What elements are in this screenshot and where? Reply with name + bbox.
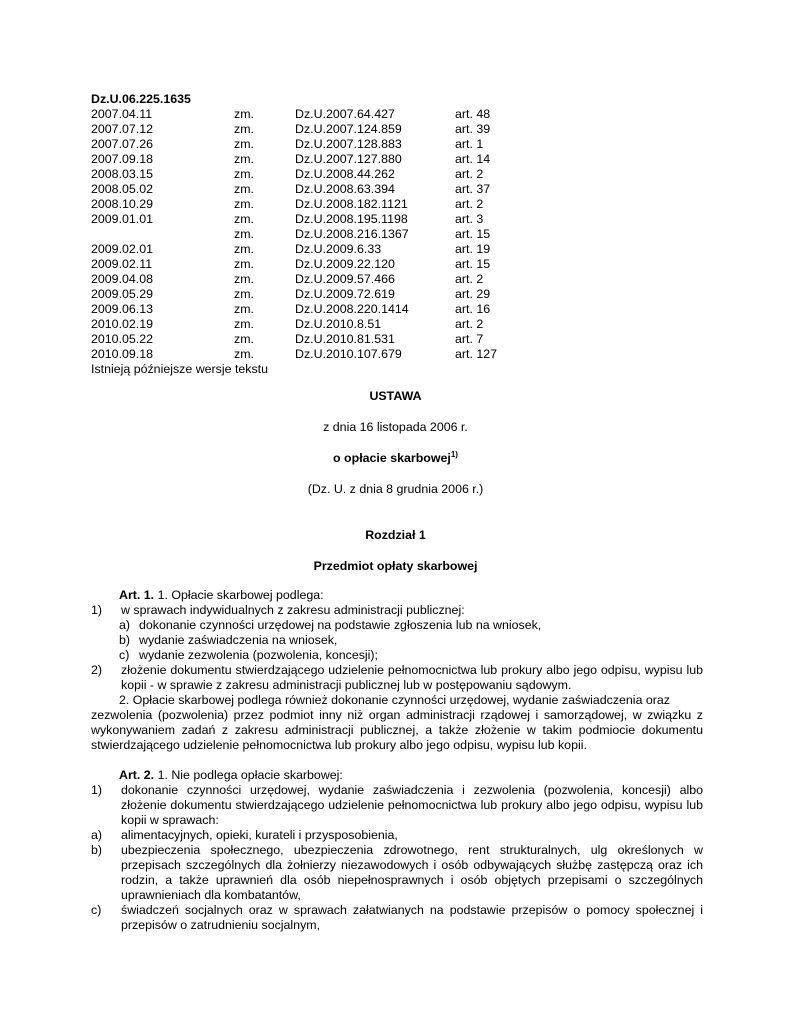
- item-text: dokonanie czynności urzędowej, wydanie zaświadczenia i zezwolenia (pozwolenia, koncesji) albo złożenie dokumentu stwierdzającego udzielenie pełnomocnictwa lub prokury albo jego odpisu, wypisu lub kopii w sprawach:: [121, 783, 703, 827]
- amendment-date: 2007.07.26: [91, 137, 154, 151]
- amendment-date: 2009.02.01: [91, 242, 154, 256]
- amendment-reference: Dz.U.2008.63.394: [295, 182, 395, 196]
- amendment-date: 2008.05.02: [91, 182, 154, 196]
- amendment-article: art. 19: [455, 242, 491, 256]
- amendment-reference: Dz.U.2008.216.1367: [295, 227, 409, 241]
- item-text: złożenie dokumentu stwierdzającego udzielenie pełnomocnictwa lub prokury albo jego odpisu, wypisu lub kopii - w sprawie z zakresu administracji publicznej lub w postępowaniu sądowym.: [121, 663, 703, 692]
- amendment-type: zm.: [234, 242, 254, 256]
- amendment-row: [91, 257, 491, 272]
- amendment-type: zm.: [234, 347, 254, 361]
- article-1-paragraph-2-start: 2. Opłacie skarbowej podlega również dokonanie czynności urzędowej, wydanie zaświadczenia oraz: [119, 693, 671, 707]
- article-1-heading: [91, 588, 703, 603]
- amendment-row: [91, 197, 484, 212]
- article-1-paragraph-2-rest: zezwolenia (pozwolenia) przez podmiot inny niż organ administracji rządowej i samorządowej, w związku z wykonywaniem zadań z zakresu administracji publicznej, a także złożenie w takim podmiocie dokumentu stwierdzającego udzielenie pełnomocnictwa lub prokury albo jego odpisu, wypisu lub kopii.: [91, 708, 703, 752]
- amendment-reference: Dz.U.2008.182.1121: [295, 197, 408, 211]
- amendment-date: 2009.02.11: [91, 257, 153, 271]
- amendment-date: 2007.09.18: [91, 152, 154, 166]
- amendment-reference: Dz.U.2007.128.883: [295, 137, 402, 151]
- amendment-row: [91, 167, 484, 182]
- amendment-row: [91, 182, 491, 197]
- amendment-article: art. 2: [455, 317, 484, 331]
- amendment-date: 2010.09.18: [91, 347, 154, 361]
- amendment-reference: Dz.U.2008.195.1198: [295, 212, 408, 226]
- list-subitem: [91, 618, 703, 633]
- amendment-article: art. 48: [455, 107, 491, 121]
- chapter-title: Przedmiot opłaty skarbowej: [313, 559, 478, 573]
- amendment-type: zm.: [234, 317, 254, 331]
- amendment-date: 2007.07.12: [91, 122, 154, 136]
- article-2-heading: [91, 768, 703, 783]
- subitem-letter: b): [119, 633, 131, 647]
- subitem-text: ubezpieczenia społecznego, ubezpieczenia zdrowotnego, rent strukturalnych, ulg określonych w przepisach szczególnych dla żołnierzy niezawodowych i osób odbywających służbę zastępczą oraz ich rodzin, a także uprawnień dla osób niepełnosprawnych i osób objętych przepisami o szczególnych uprawnieniach dla kombatantów,: [121, 843, 703, 902]
- amendment-type: zm.: [234, 257, 254, 271]
- amendment-reference: Dz.U.2009.22.120: [295, 257, 395, 271]
- amendment-type: zm.: [234, 302, 254, 316]
- amendment-row: [91, 332, 484, 347]
- amendment-reference: Dz.U.2009.6.33: [295, 242, 382, 256]
- list-subitem: [91, 828, 703, 843]
- amendment-date: 2010.02.19: [91, 317, 154, 331]
- amendment-type: zm.: [234, 212, 254, 226]
- article-1-intro: 1. Opłacie skarbowej podlega:: [154, 588, 324, 602]
- amendment-reference: Dz.U.2009.72.619: [295, 287, 395, 301]
- amendment-reference: Dz.U.2010.81.531: [295, 332, 395, 346]
- amendment-article: art. 3: [455, 212, 484, 226]
- amendment-article: art. 37: [455, 182, 491, 196]
- amendment-type: zm.: [234, 272, 254, 286]
- article-1-label: Art. 1.: [119, 588, 155, 602]
- amendment-row: [91, 272, 484, 287]
- subitem-text: alimentacyjnych, opieki, kurateli i przysposobienia,: [121, 828, 398, 842]
- subitem-text: wydanie zaświadczenia na wniosek,: [139, 633, 338, 647]
- subitem-letter: a): [91, 828, 103, 842]
- amendment-type: zm.: [234, 227, 254, 241]
- amendment-date: 2009.01.01: [91, 212, 154, 226]
- item-text: w sprawach indywidualnych z zakresu administracji publicznej:: [121, 603, 465, 617]
- amendment-article: art. 2: [455, 272, 484, 286]
- amendment-reference: Dz.U.2010.8.51: [295, 317, 382, 331]
- list-subitem: [91, 903, 703, 933]
- subitem-text: dokonanie czynności urzędowej na podstawie zgłoszenia lub na wniosek,: [139, 618, 542, 632]
- amendment-reference: Dz.U.2007.124.859: [295, 122, 402, 136]
- amendment-article: art. 1: [455, 137, 484, 151]
- amendment-article: art. 16: [455, 302, 491, 316]
- amendment-row: [91, 242, 491, 257]
- amendment-type: zm.: [234, 182, 254, 196]
- amendment-reference: Dz.U.2008.44.262: [295, 167, 395, 181]
- later-versions-note: Istnieją późniejsze wersje tekstu: [91, 362, 268, 376]
- amendment-row: [91, 287, 491, 302]
- amendment-date: 2010.05.22: [91, 332, 154, 346]
- list-item: [91, 783, 703, 828]
- amendment-reference: Dz.U.2007.64.427: [295, 107, 395, 121]
- amendment-type: zm.: [234, 197, 254, 211]
- subitem-letter: a): [119, 618, 131, 632]
- act-title-text: o opłacie skarbowej: [333, 451, 451, 465]
- amendment-row: [91, 227, 491, 242]
- amendment-reference: Dz.U.2007.127.880: [295, 152, 402, 166]
- amendment-date: 2008.03.15: [91, 167, 154, 181]
- amendment-type: zm.: [234, 137, 254, 151]
- amendment-type: zm.: [234, 332, 254, 346]
- act-type: USTAWA: [369, 389, 422, 403]
- amendment-row: [91, 347, 498, 362]
- subitem-letter: c): [91, 903, 102, 917]
- amendment-article: art. 14: [455, 152, 491, 166]
- amendment-date: 2007.04.11: [91, 107, 153, 121]
- amendment-date: 2009.06.13: [91, 302, 154, 316]
- amendment-row: [91, 122, 491, 137]
- amendment-row: [91, 107, 491, 122]
- list-subitem: [91, 633, 703, 648]
- act-date: z dnia 16 listopada 2006 r.: [323, 420, 468, 434]
- amendment-article: art. 127: [455, 347, 498, 361]
- amendment-article: art. 7: [455, 332, 484, 346]
- amendment-type: zm.: [234, 152, 254, 166]
- footnote-marker: 1): [450, 449, 458, 459]
- amendment-row: [91, 212, 484, 227]
- amendment-type: zm.: [234, 122, 254, 136]
- subitem-text: świadczeń socjalnych oraz w sprawach załatwianych na podstawie przepisów o pomocy społecznej i przepisów o zatrudnieniu socjalnym,: [121, 903, 703, 932]
- journal-reference: Dz.U.06.225.1635: [91, 92, 191, 106]
- amendment-type: zm.: [234, 287, 254, 301]
- list-subitem: [91, 648, 703, 663]
- subitem-text: wydanie zezwolenia (pozwolenia, koncesji);: [139, 648, 378, 662]
- item-number: 2): [91, 663, 103, 677]
- list-item: [91, 663, 703, 693]
- amendment-article: art. 2: [455, 167, 484, 181]
- amendment-date: 2009.05.29: [91, 287, 154, 301]
- publication-info: (Dz. U. z dnia 8 grudnia 2006 r.): [307, 482, 484, 496]
- amendment-article: art. 15: [455, 257, 491, 271]
- amendment-row: [91, 302, 491, 317]
- article-2-label: Art. 2.: [119, 768, 155, 782]
- document-body: [91, 588, 703, 933]
- amendment-date: 2009.04.08: [91, 272, 154, 286]
- amendment-article: art. 15: [455, 227, 491, 241]
- amendment-row: [91, 317, 484, 332]
- amendment-article: art. 39: [455, 122, 491, 136]
- amendment-reference: Dz.U.2009.57.466: [295, 272, 395, 286]
- amendment-article: art. 2: [455, 197, 484, 211]
- item-number: 1): [91, 603, 103, 617]
- act-title: [0, 451, 791, 465]
- amendment-date: 2008.10.29: [91, 197, 154, 211]
- amendment-article: art. 29: [455, 287, 491, 301]
- amendment-row: [91, 137, 484, 152]
- amendment-reference: Dz.U.2008.220.1414: [295, 302, 409, 316]
- subitem-letter: c): [119, 648, 130, 662]
- amendment-reference: Dz.U.2010.107.679: [295, 347, 402, 361]
- item-number: 1): [91, 783, 103, 797]
- subitem-letter: b): [91, 843, 103, 857]
- article-2-intro: 1. Nie podlega opłacie skarbowej:: [154, 768, 343, 782]
- amendment-rows: [91, 107, 498, 362]
- amendment-type: zm.: [234, 107, 254, 121]
- amendments-table: [91, 92, 498, 377]
- chapter-number: Rozdział 1: [365, 528, 426, 542]
- list-item: [91, 603, 703, 618]
- amendment-type: zm.: [234, 167, 254, 181]
- list-subitem: [91, 843, 703, 903]
- amendment-row: [91, 152, 491, 167]
